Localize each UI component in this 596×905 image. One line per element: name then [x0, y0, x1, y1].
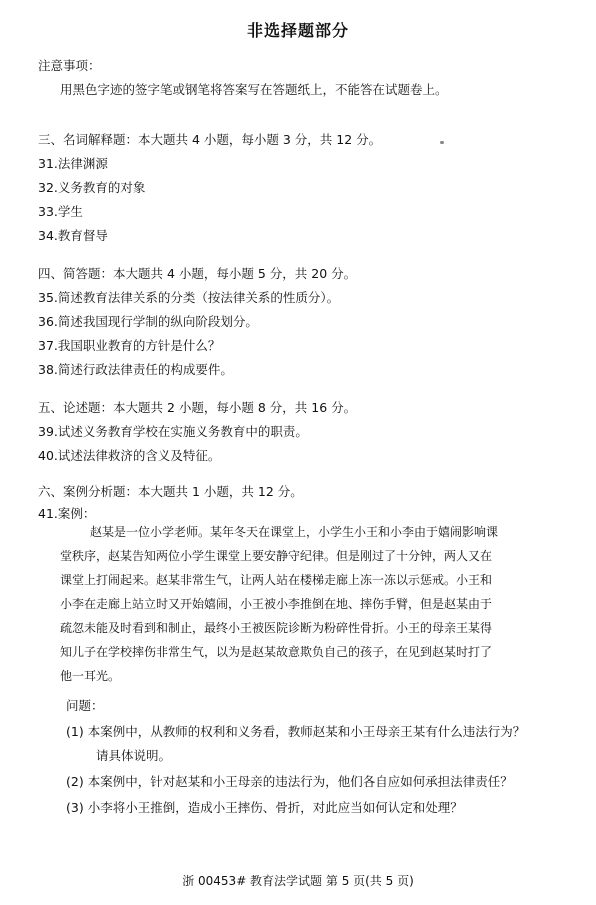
question-item: [38, 310, 568, 334]
subquestion-label: (1): [66, 724, 84, 739]
question-number: 35.: [38, 290, 58, 305]
section-case-analysis: [38, 480, 568, 524]
question-text: 简述我国现行学制的纵向阶段划分。: [57, 314, 258, 329]
section-heading: 六、案例分析题：本大题共 1 小题，共 12 分。: [38, 484, 303, 499]
section-heading: 五、论述题：本大题共 2 小题，每小题 8 分，共 16 分。: [38, 400, 357, 415]
question-item: [38, 444, 568, 468]
question-number: 32.: [38, 180, 58, 195]
subquestion-label: (2): [66, 774, 84, 789]
subquestion-1-continuation: 请具体说明。: [96, 748, 172, 763]
question-item: [38, 358, 568, 382]
case-line: 疏忽未能及时看到和制止，最终小王被医院诊断为粉碎性骨折。小王的母亲王某得: [60, 621, 493, 635]
notice-heading: 注意事项：: [38, 58, 101, 73]
case-line: 课堂上打闹起来。赵某非常生气，让两人站在楼梯走廊上冻一冻以示惩戒。小王和: [60, 573, 493, 587]
question-text: 案例：: [57, 506, 96, 521]
question-item: [38, 286, 568, 310]
case-line: 知儿子在学校摔伤非常生气，以为是赵某故意欺负自己的孩子，在见到赵某时打了: [60, 645, 493, 659]
question-number: 40.: [38, 448, 58, 463]
subquestion-text: 本案例中，针对赵某和小王母亲的违法行为，他们各自应如何承担法律责任？: [87, 774, 513, 789]
subquestion-text: 小李将小王推倒，造成小王摔伤、骨折，对此应当如何认定和处理？: [87, 800, 463, 815]
question-text: 义务教育的对象: [57, 180, 146, 195]
case-line: 他一耳光。: [60, 669, 121, 683]
subquestion-text: 本案例中，从教师的权利和义务看，教师赵某和小王母亲王某有什么违法行为？: [87, 724, 526, 739]
question-text: 简述教育法律关系的分类（按法律关系的性质分）。: [57, 290, 340, 305]
question-number: 36.: [38, 314, 58, 329]
question-text: 试述义务教育学校在实施义务教育中的职责。: [57, 424, 308, 439]
case-line: 堂秩序，赵某告知两位小学生课堂上要安静守纪律。但是刚过了十分钟，两人又在: [60, 549, 493, 563]
case-paragraph: [60, 520, 570, 688]
section-short-answer: [38, 262, 568, 382]
question-number: 38.: [38, 362, 58, 377]
question-text: 法律渊源: [57, 156, 108, 171]
section-heading: 三、名词解释题：本大题共 4 小题，每小题 3 分，共 12 分。: [38, 132, 382, 147]
subquestion-label: (3): [66, 800, 84, 815]
page-footer: 浙 00453# 教育法学试题 第 5 页(共 5 页): [182, 874, 414, 888]
question-item: [38, 420, 568, 444]
case-line: 赵某是一位小学老师。某年冬天在课堂上，小学生小王和小李由于嬉闹影响课: [90, 525, 499, 539]
notice-body: 用黑色字迹的签字笔或钢笔将答案写在答题纸上，不能答在试题卷上。: [60, 82, 448, 97]
question-number: 31.: [38, 156, 58, 171]
section-heading: 四、简答题：本大题共 4 小题，每小题 5 分，共 20 分。: [38, 266, 357, 281]
question-item: [38, 334, 568, 358]
question-number: 33.: [38, 204, 58, 219]
question-text: 简述行政法律责任的构成要件。: [57, 362, 233, 377]
question-number: 34.: [38, 228, 58, 243]
question-item: [38, 176, 568, 200]
section-noun-explanation: [38, 128, 568, 248]
question-number: 41.: [38, 506, 58, 521]
subquestion-1: [66, 722, 525, 740]
subquestion-2: [66, 772, 513, 790]
case-line: 小李在走廊上站立时又开始嬉闹，小王被小李推倒在地、摔伤手臂，但是赵某由于: [60, 597, 493, 611]
question-item: [38, 152, 568, 176]
subquestion-3: [66, 798, 463, 816]
question-number: 39.: [38, 424, 58, 439]
page-title: 非选择题部分: [246, 21, 349, 40]
questions-heading: 问题：: [66, 698, 104, 713]
question-text: 我国职业教育的方针是什么？: [57, 338, 221, 353]
question-text: 试述法律救济的含义及特征。: [57, 448, 221, 463]
question-text: 教育督导: [57, 228, 108, 243]
question-item: [38, 200, 568, 224]
question-item: [38, 224, 568, 248]
question-number: 37.: [38, 338, 58, 353]
section-essay: [38, 396, 568, 468]
question-text: 学生: [57, 204, 83, 219]
